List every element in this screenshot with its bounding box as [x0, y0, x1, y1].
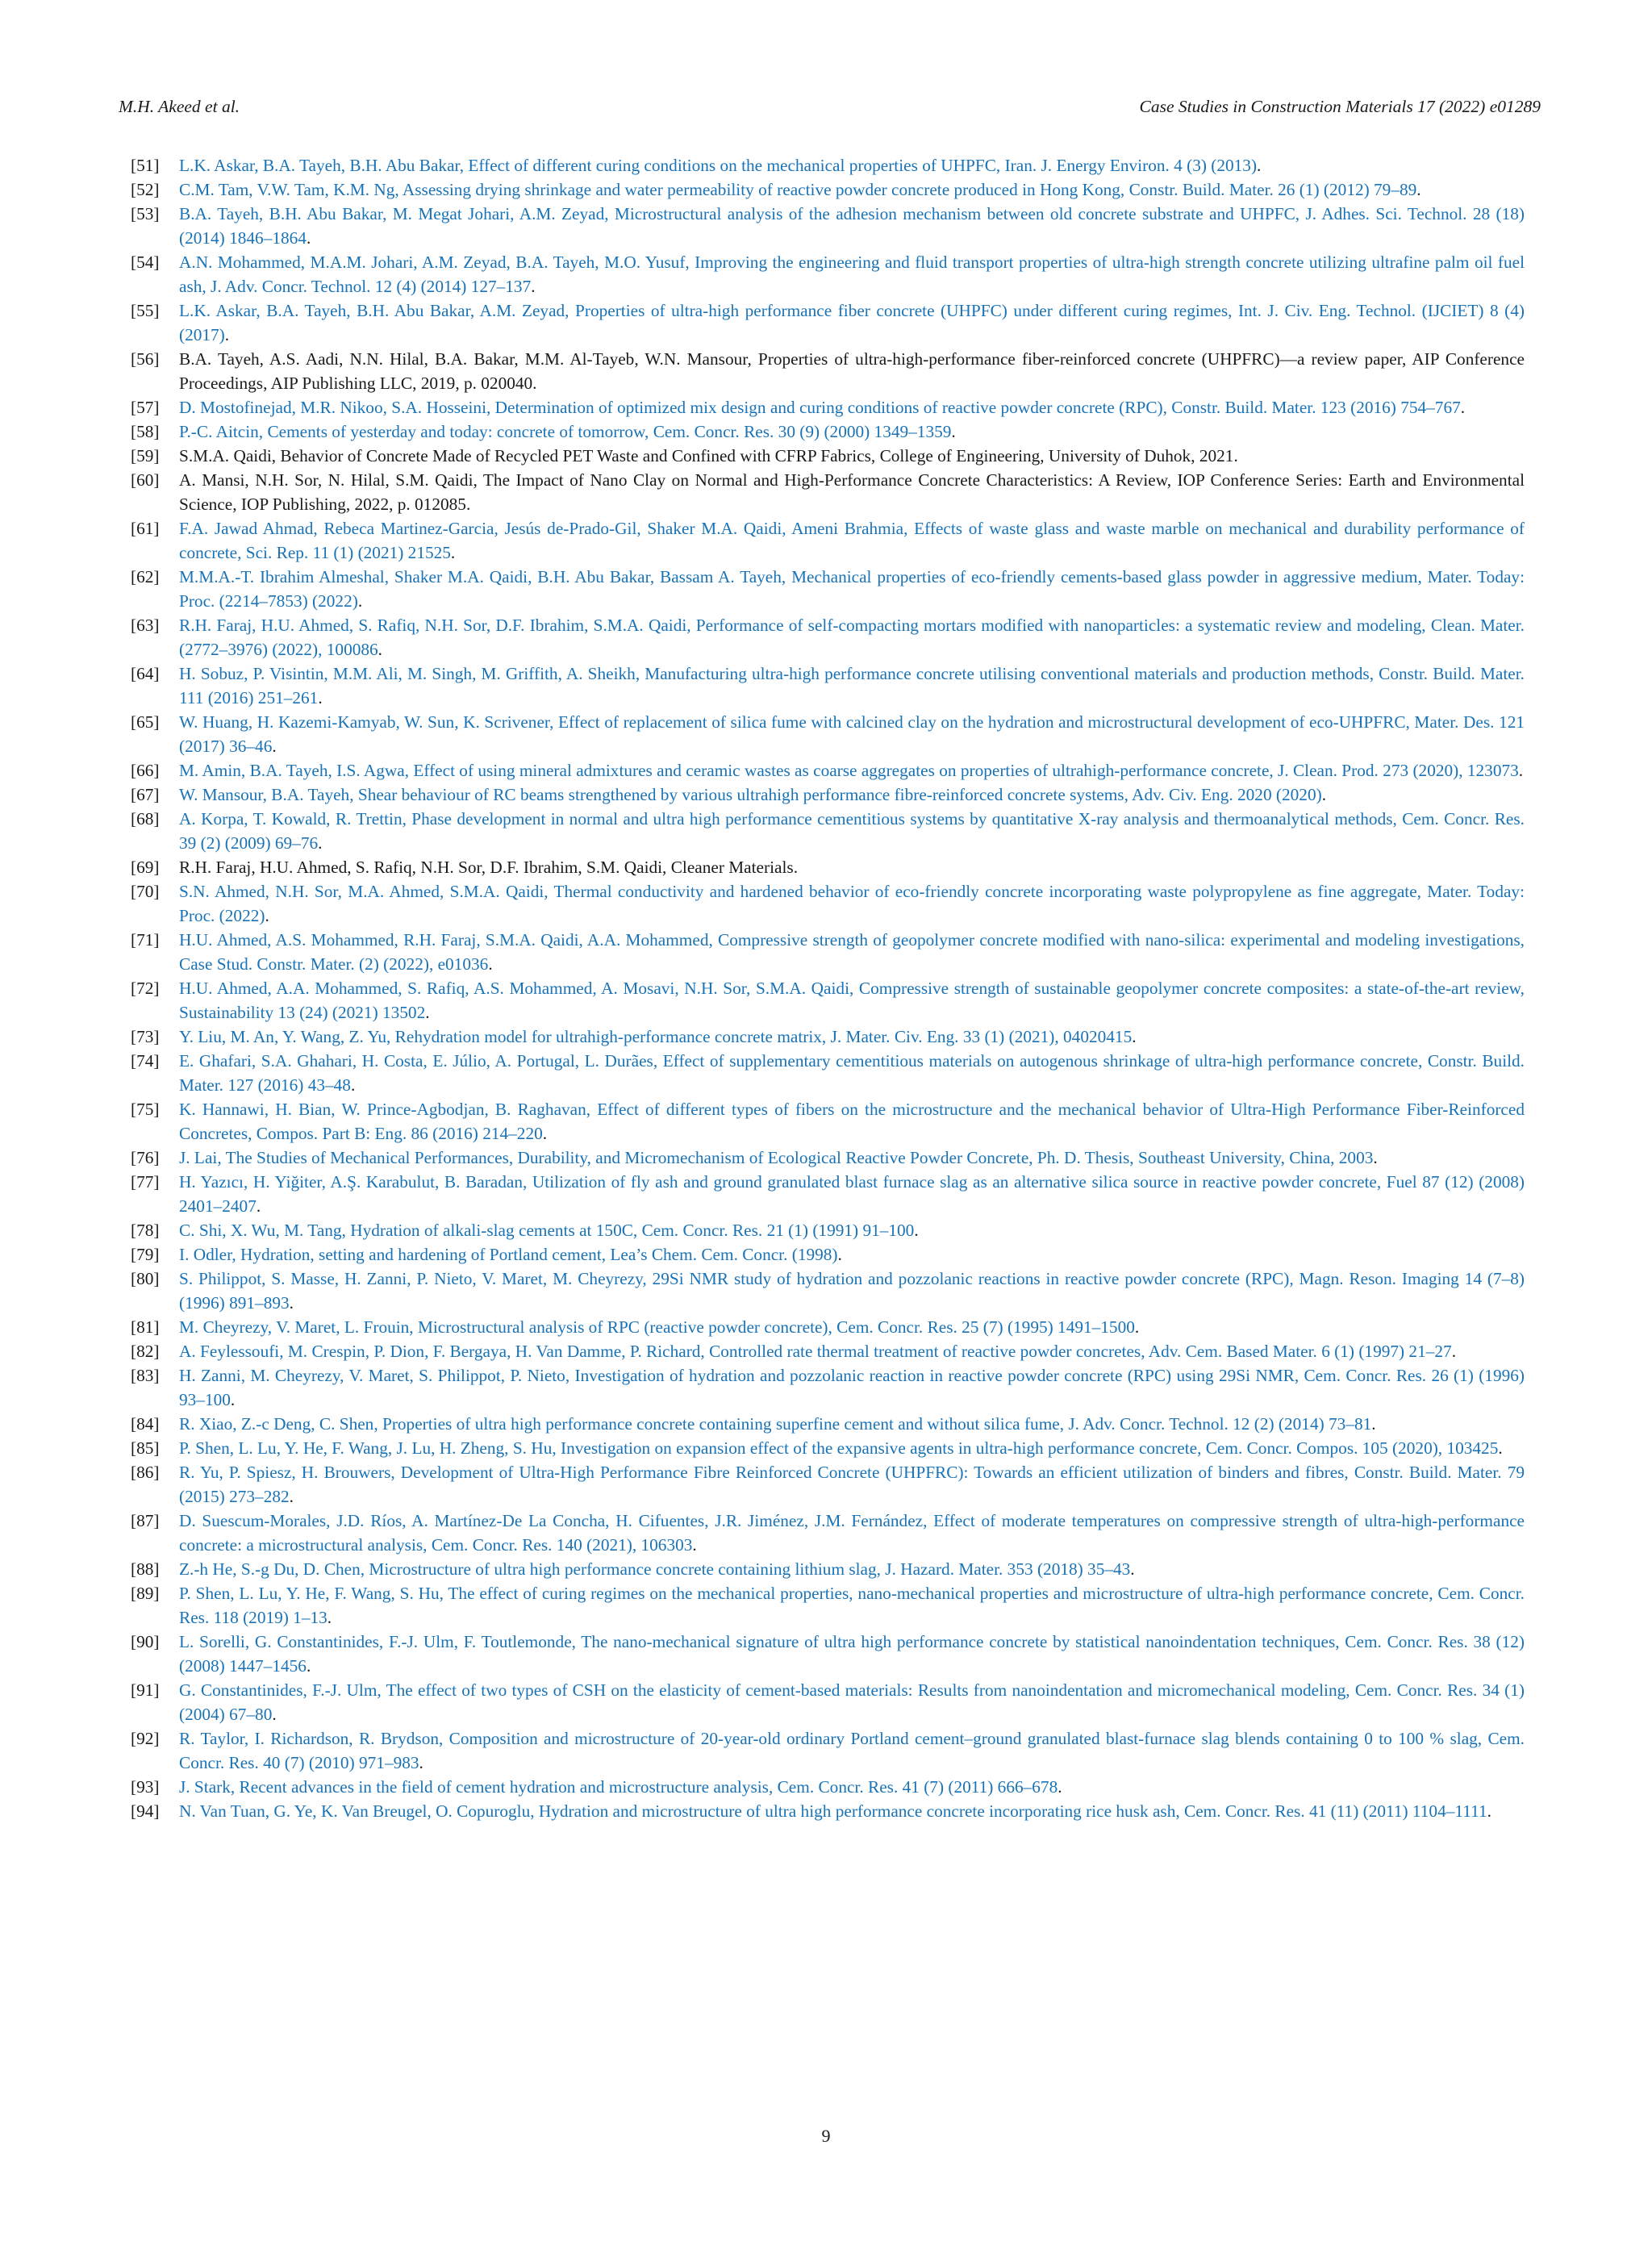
reference-item[interactable] — [119, 662, 1525, 710]
reference-item[interactable] — [119, 613, 1525, 662]
reference-link[interactable]: D. Suescum-Morales, J.D. Ríos, A. Martínez-De La Concha, H. Cifuentes, J.R. Jiménez, J.M. Fernández, Effect of moderate temperatures on compressive strength of ultra-high-performance concrete: a microstructural analysis, Cem. Concr. Res. 140 (2021), 106303 — [179, 1511, 1525, 1555]
reference-number: [69] — [131, 858, 160, 877]
reference-number: [71] — [131, 930, 160, 950]
reference-item[interactable] — [119, 928, 1525, 976]
reference-body — [179, 662, 1525, 710]
reference-period: . — [425, 1003, 430, 1022]
reference-period: . — [1416, 180, 1421, 199]
reference-item[interactable] — [119, 1436, 1525, 1460]
reference-body — [179, 347, 1525, 395]
reference-body — [179, 153, 1525, 177]
running-header — [119, 97, 1541, 129]
reference-period: . — [224, 325, 230, 344]
reference-number: [59] — [131, 446, 160, 465]
reference-text: B.A. Tayeh, A.S. Aadi, N.N. Hilal, B.A. Bakar, M.M. Al-Tayeb, W.N. Mansour, Properties of ultra-high-performance fiber-reinforced concrete (UHPFRC)—a review paper, AIP Conference Proceedings, AIP Publishing LLC, 2019, p. 020040 — [179, 349, 1525, 393]
reference-period: . — [542, 1124, 548, 1143]
reference-link[interactable]: H.U. Ahmed, A.A. Mohammed, S. Rafiq, A.S. Mohammed, A. Mosavi, N.H. Sor, S.M.A. Qaidi, Compressive strength of sustainable geopolymer concrete composites: a state-of-the-art review, Sustainability 13 (24) (2021) 13502 — [179, 979, 1525, 1022]
reference-item[interactable] — [119, 1315, 1525, 1339]
reference-number: [83] — [131, 1366, 160, 1385]
reference-body — [179, 1581, 1525, 1630]
reference-item[interactable] — [119, 1363, 1525, 1412]
reference-link[interactable]: S. Philippot, S. Masse, H. Zanni, P. Nieto, V. Maret, M. Cheyrezy, 29Si NMR study of hydration and pozzolanic reactions in reactive powder concrete (RPC), Magn. Reson. Imaging 14 (7–8) (1996) 891–893 — [179, 1269, 1525, 1313]
reference-number: [84] — [131, 1414, 160, 1434]
reference-item[interactable] — [119, 516, 1525, 565]
reference-body — [179, 250, 1525, 298]
reference-number: [67] — [131, 785, 160, 804]
reference-period: . — [350, 1075, 356, 1095]
reference-link[interactable]: P.-C. Aitcin, Cements of yesterday and today: concrete of tomorrow, Cem. Concr. Res. 30 (9) (2000) 1349–1359 — [179, 422, 952, 441]
reference-period: . — [378, 640, 382, 659]
reference-period: . — [1257, 156, 1262, 175]
reference-number: [91] — [131, 1680, 160, 1700]
reference-period: . — [1460, 398, 1466, 417]
reference-body — [179, 177, 1525, 202]
reference-item[interactable] — [119, 565, 1525, 613]
reference-link[interactable]: W. Huang, H. Kazemi-Kamyab, W. Sun, K. Scrivener, Effect of replacement of silica fume with calcined clay on the hydration and microstructural development of eco-UHPFRC, Mater. Des. 121 (2017) 36–46 — [179, 712, 1525, 756]
reference-number: [62] — [131, 567, 160, 586]
reference-period: . — [450, 543, 456, 562]
reference-link[interactable]: E. Ghafari, S.A. Ghahari, H. Costa, E. Júlio, A. Portugal, L. Durães, Effect of supplementary cementitious materials on autogenous shrinkage of ultra-high performance concrete, Constr. Build. Mater. 127 (2016) 43–48 — [179, 1051, 1525, 1095]
reference-item[interactable] — [119, 1267, 1525, 1315]
reference-body — [179, 1799, 1525, 1823]
reference-body — [179, 758, 1525, 783]
reference-body — [179, 1678, 1525, 1726]
reference-body — [179, 613, 1525, 662]
reference-number: [92] — [131, 1729, 160, 1748]
reference-item[interactable] — [119, 1049, 1525, 1097]
reference-period: . — [488, 954, 493, 974]
reference-period: . — [265, 906, 269, 925]
reference-link[interactable]: P. Shen, L. Lu, Y. He, F. Wang, J. Lu, H. Zheng, S. Hu, Investigation on expansion effect of the expansive agents in ultra-high performance concrete, Cem. Concr. Compos. 105 (2020), 103425 — [179, 1438, 1499, 1458]
reference-period: . — [1371, 1414, 1376, 1434]
reference-body — [179, 1726, 1525, 1775]
reference-item — [119, 347, 1525, 395]
reference-body — [179, 516, 1525, 565]
reference-body — [179, 1170, 1525, 1218]
reference-body — [179, 419, 1525, 444]
reference-link[interactable]: A.N. Mohammed, M.A.M. Johari, A.M. Zeyad, B.A. Tayeh, M.O. Yusuf, Improving the engineering and fluid transport properties of ultra-high strength concrete utilizing ultrafine palm oil fuel ash, J. Adv. Concr. Technol. 12 (4) (2014) 127–137 — [179, 253, 1525, 296]
reference-body — [179, 1412, 1525, 1436]
reference-number: [89] — [131, 1584, 160, 1603]
reference-body — [179, 1146, 1525, 1170]
reference-period: . — [1058, 1777, 1062, 1797]
reference-link[interactable]: H. Zanni, M. Cheyrezy, V. Maret, S. Philippot, P. Nieto, Investigation of hydration and pozzolanic reaction in reactive powder concrete (RPC) using 29Si NMR, Cem. Concr. Res. 26 (1) (1996) 93–100 — [179, 1366, 1525, 1409]
reference-item[interactable] — [119, 976, 1525, 1025]
reference-item[interactable] — [119, 1339, 1525, 1363]
reference-period: . — [1130, 1559, 1135, 1579]
reference-item[interactable] — [119, 1775, 1525, 1799]
reference-period: . — [1487, 1801, 1491, 1821]
reference-item[interactable] — [119, 1460, 1525, 1509]
reference-number: [56] — [131, 349, 160, 369]
reference-item[interactable] — [119, 177, 1525, 202]
reference-link[interactable]: R. Yu, P. Spiesz, H. Brouwers, Development of Ultra-High Performance Fibre Reinforced Concrete (UHPFRC): Towards an efficient utilization of binders and fibres, Constr. Build. Mater. 79 (2015) 273–282 — [179, 1463, 1525, 1506]
reference-link[interactable]: R. Taylor, I. Richardson, R. Brydson, Composition and microstructure of 20-year-old ordinary Portland cement–ground granulated blast-furnace slag blends containing 0 to 100 % slag, Cem. Concr. Res. 40 (7) (2010) 971–983 — [179, 1729, 1525, 1772]
reference-number: [86] — [131, 1463, 160, 1482]
reference-item[interactable] — [119, 1799, 1525, 1823]
reference-period: . — [1134, 1317, 1140, 1337]
reference-body — [179, 1025, 1525, 1049]
reference-number: [94] — [131, 1801, 160, 1821]
reference-period: . — [419, 1753, 423, 1772]
reference-body — [179, 1267, 1525, 1315]
reference-link[interactable]: H. Sobuz, P. Visintin, M.M. Ali, M. Singh, M. Griffith, A. Sheikh, Manufacturing ultra-high performance concrete utilising conventional materials and production methods, Constr. Build. Mater. 111 (2016) 251–261 — [179, 664, 1525, 708]
reference-number: [58] — [131, 422, 160, 441]
reference-period: . — [230, 1390, 236, 1409]
header-authors: M.H. Akeed et al. — [119, 97, 240, 116]
reference-link[interactable]: L. Sorelli, G. Constantinides, F.-J. Ulm, F. Toutlemonde, The nano-mechanical signature of ultra high performance concrete by statistical nanoindentation techniques, Cem. Concr. Res. 38 (12) (2008) 1447–1456 — [179, 1632, 1525, 1676]
reference-period: . — [793, 858, 799, 877]
reference-body — [179, 1242, 1525, 1267]
reference-link[interactable]: W. Mansour, B.A. Tayeh, Shear behaviour of RC beams strengthened by various ultrahigh performance fibre-reinforced concrete systems, Adv. Civ. Eng. 2020 (2020) — [179, 785, 1322, 804]
reference-item[interactable] — [119, 758, 1525, 783]
reference-item[interactable] — [119, 1412, 1525, 1436]
reference-number: [79] — [131, 1245, 160, 1264]
reference-period: . — [256, 1196, 261, 1216]
reference-body — [179, 1218, 1525, 1242]
reference-link[interactable]: G. Constantinides, F.-J. Ulm, The effect of two types of CSH on the elasticity of cement-based materials: Results from nanoindentation and micromechanical modeling, Cem. Concr. Res. 34 (1) (2004) 67–80 — [179, 1680, 1525, 1724]
reference-body — [179, 928, 1525, 976]
reference-number: [57] — [131, 398, 160, 417]
reference-number: [85] — [131, 1438, 160, 1458]
reference-body — [179, 1460, 1525, 1509]
reference-item[interactable] — [119, 1025, 1525, 1049]
reference-link[interactable]: R. Xiao, Z.-c Deng, C. Shen, Properties of ultra high performance concrete containing superfine cement and without silica fume, J. Adv. Concr. Technol. 12 (2) (2014) 73–81 — [179, 1414, 1372, 1434]
reference-item[interactable] — [119, 1630, 1525, 1678]
reference-body — [179, 1509, 1525, 1557]
reference-item[interactable] — [119, 1170, 1525, 1218]
reference-body — [179, 879, 1525, 928]
reference-link[interactable]: I. Odler, Hydration, setting and hardening of Portland cement, Lea’s Chem. Cem. Concr. (1998) — [179, 1245, 838, 1264]
reference-item[interactable] — [119, 202, 1525, 250]
reference-body — [179, 298, 1525, 347]
reference-number: [72] — [131, 979, 160, 998]
reference-link[interactable]: A. Feylessoufi, M. Crespin, P. Dion, F. Bergaya, H. Van Damme, P. Richard, Controlled rate thermal treatment of reactive powder concretes, Adv. Cem. Based Mater. 6 (1) (1997) 21–27 — [179, 1342, 1452, 1361]
reference-item[interactable] — [119, 298, 1525, 347]
reference-text: S.M.A. Qaidi, Behavior of Concrete Made of Recycled PET Waste and Confined with CFRP Fabrics, College of Engineering, University of Duhok, 2021 — [179, 446, 1234, 465]
reference-period: . — [1498, 1438, 1503, 1458]
reference-body — [179, 1436, 1525, 1460]
reference-link[interactable]: C.M. Tam, V.W. Tam, K.M. Ng, Assessing drying shrinkage and water permeability of reactive powder concrete produced in Hong Kong, Constr. Build. Mater. 26 (1) (2012) 79–89 — [179, 180, 1417, 199]
reference-item[interactable] — [119, 710, 1525, 758]
reference-body — [179, 1315, 1525, 1339]
reference-period: . — [318, 833, 323, 853]
reference-item[interactable] — [119, 1146, 1525, 1170]
reference-number: [75] — [131, 1100, 160, 1119]
reference-period: . — [289, 1293, 294, 1313]
reference-link[interactable]: Y. Liu, M. An, Y. Wang, Z. Yu, Rehydration model for ultrahigh-performance concrete matrix, J. Mater. Civ. Eng. 33 (1) (2021), 04020415 — [179, 1027, 1133, 1046]
reference-item — [119, 444, 1525, 468]
reference-body — [179, 1630, 1525, 1678]
reference-item[interactable] — [119, 1726, 1525, 1775]
reference-period: . — [532, 374, 537, 393]
reference-body — [179, 1775, 1525, 1799]
reference-body — [179, 1049, 1525, 1097]
reference-item[interactable] — [119, 879, 1525, 928]
reference-period: . — [1451, 1342, 1457, 1361]
reference-period: . — [951, 422, 956, 441]
page-number: 9 — [821, 2126, 831, 2146]
reference-link[interactable]: P. Shen, L. Lu, Y. He, F. Wang, S. Hu, The effect of curing regimes on the mechanical properties, nano-mechanical properties and microstructure of ultra-high performance concrete, Cem. Concr. Res. 118 (2019) 1–13 — [179, 1584, 1525, 1627]
reference-item[interactable] — [119, 1509, 1525, 1557]
reference-link[interactable]: B.A. Tayeh, B.H. Abu Bakar, M. Megat Johari, A.M. Zeyad, Microstructural analysis of the adhesion mechanism between old concrete substrate and UHPFC, J. Adhes. Sci. Technol. 28 (18) (2014) 1846–1864 — [179, 204, 1525, 248]
reference-item — [119, 468, 1525, 516]
reference-number: [51] — [131, 156, 160, 175]
reference-body — [179, 976, 1525, 1025]
reference-number: [82] — [131, 1342, 160, 1361]
reference-number: [77] — [131, 1172, 160, 1192]
reference-body — [179, 468, 1525, 516]
reference-link[interactable]: A. Korpa, T. Kowald, R. Trettin, Phase development in normal and ultra high performance cementitious systems by quantitative X-ray analysis and thermoanalytical methods, Cem. Concr. Res. 39 (2) (2009) 69–76 — [179, 809, 1525, 853]
reference-item[interactable] — [119, 395, 1525, 419]
reference-link[interactable]: M. Amin, B.A. Tayeh, I.S. Agwa, Effect of using mineral admixtures and ceramic wastes as coarse aggregates on properties of ultrahigh-performance concrete, J. Clean. Prod. 273 (2020), 123073 — [179, 761, 1519, 780]
reference-item[interactable] — [119, 1581, 1525, 1630]
reference-link[interactable]: Z.-h He, S.-g Du, D. Chen, Microstructure of ultra high performance concrete containing lithium slag, J. Hazard. Mater. 353 (2018) 35–43 — [179, 1559, 1131, 1579]
reference-link[interactable]: R.H. Faraj, H.U. Ahmed, S. Rafiq, N.H. Sor, D.F. Ibrahim, S.M.A. Qaidi, Performance of self-compacting mortars modified with nanoparticles: a systematic review and modeling, Clean. Mater. (2772–3976) (2022), 100086 — [179, 616, 1525, 659]
reference-period: . — [357, 591, 363, 611]
reference-item[interactable] — [119, 1097, 1525, 1146]
reference-period: . — [272, 1705, 277, 1724]
reference-text: A. Mansi, N.H. Sor, N. Hilal, S.M. Qaidi, The Impact of Nano Clay on Normal and High-Performance Concrete Characteristics: A Review, IOP Conference Series: Earth and Environmental Science, IOP Publishing, 2022, p. 012085 — [179, 470, 1525, 514]
reference-number: [80] — [131, 1269, 160, 1288]
reference-number: [52] — [131, 180, 160, 199]
reference-item[interactable] — [119, 1678, 1525, 1726]
reference-number: [76] — [131, 1148, 160, 1167]
reference-period: . — [1132, 1027, 1137, 1046]
reference-number: [53] — [131, 204, 160, 223]
reference-period: . — [306, 228, 311, 248]
reference-body — [179, 1557, 1525, 1581]
reference-period: . — [327, 1608, 332, 1627]
reference-link[interactable]: N. Van Tuan, G. Ye, K. Van Breugel, O. Copuroglu, Hydration and microstructure of ultra high performance concrete incorporating rice husk ash, Cem. Concr. Res. 41 (11) (2011) 1104–1111 — [179, 1801, 1487, 1821]
reference-number: [61] — [131, 519, 160, 538]
reference-link[interactable]: D. Mostofinejad, M.R. Nikoo, S.A. Hosseini, Determination of optimized mix design and curing conditions of reactive powder concrete (RPC), Constr. Build. Mater. 123 (2016) 754–767 — [179, 398, 1461, 417]
reference-number: [68] — [131, 809, 160, 829]
reference-link[interactable]: M. Cheyrezy, V. Maret, L. Frouin, Microstructural analysis of RPC (reactive powder concrete), Cem. Concr. Res. 25 (7) (1995) 1491–1500 — [179, 1317, 1135, 1337]
reference-period: . — [318, 688, 323, 708]
reference-link[interactable]: H. Yazıcı, H. Yiğiter, A.Ş. Karabulut, B. Baradan, Utilization of fly ash and ground granulated blast furnace slag as an alternative silica source in reactive powder concrete, Fuel 87 (12) (2008) 2401–2407 — [179, 1172, 1525, 1216]
reference-body — [179, 444, 1525, 468]
reference-period: . — [272, 737, 277, 756]
reference-period: . — [837, 1245, 842, 1264]
reference-number: [54] — [131, 253, 160, 272]
reference-link[interactable]: L.K. Askar, B.A. Tayeh, B.H. Abu Bakar, A.M. Zeyad, Properties of ultra-high performance fiber concrete (UHPFC) under different curing regimes, Int. J. Civ. Eng. Technol. (IJCIET) 8 (4) (2017) — [179, 301, 1525, 344]
reference-number: [65] — [131, 712, 160, 732]
reference-body — [179, 202, 1525, 250]
reference-body — [179, 783, 1525, 807]
reference-number: [60] — [131, 470, 160, 490]
reference-period: . — [465, 495, 471, 514]
reference-number: [55] — [131, 301, 160, 320]
reference-period: . — [914, 1221, 919, 1240]
reference-item[interactable] — [119, 153, 1525, 177]
reference-item[interactable] — [119, 1218, 1525, 1242]
reference-link[interactable]: K. Hannawi, H. Bian, W. Prince-Agbodjan, B. Raghavan, Effect of different types of fibers on the microstructure and the mechanical behavior of Ultra-High Performance Fiber-Reinforced Concretes, Compos. Part B: Eng. 86 (2016) 214–220 — [179, 1100, 1525, 1143]
reference-body — [179, 807, 1525, 855]
reference-link[interactable]: L.K. Askar, B.A. Tayeh, B.H. Abu Bakar, Effect of different curing conditions on the mechanical properties of UHPFC, Iran. J. Energy Environ. 4 (3) (2013) — [179, 156, 1258, 175]
reference-item[interactable] — [119, 1242, 1525, 1267]
reference-number: [88] — [131, 1559, 160, 1579]
reference-number: [78] — [131, 1221, 160, 1240]
reference-body — [179, 855, 1525, 879]
reference-body — [179, 565, 1525, 613]
reference-link[interactable]: S.N. Ahmed, N.H. Sor, M.A. Ahmed, S.M.A. Qaidi, Thermal conductivity and hardened behavior of eco-friendly concrete incorporating waste polypropylene as fine aggregate, Mater. Today: Proc. (2022) — [179, 882, 1525, 925]
reference-period: . — [1518, 761, 1524, 780]
reference-list — [119, 153, 1525, 1823]
reference-period: . — [692, 1535, 697, 1555]
reference-link[interactable]: M.M.A.-T. Ibrahim Almeshal, Shaker M.A. Qaidi, B.H. Abu Bakar, Bassam A. Tayeh, Mechanical properties of eco-friendly cements-based glass powder in aggressive medium, Mater. Today: Proc. (2214–7853) (2022) — [179, 567, 1525, 611]
reference-number: [81] — [131, 1317, 160, 1337]
reference-item[interactable] — [119, 419, 1525, 444]
reference-link[interactable]: C. Shi, X. Wu, M. Tang, Hydration of alkali-slag cements at 150C, Cem. Concr. Res. 21 (1) (1991) 91–100 — [179, 1221, 915, 1240]
reference-number: [87] — [131, 1511, 160, 1530]
reference-number: [74] — [131, 1051, 160, 1071]
reference-text: R.H. Faraj, H.U. Ahmed, S. Rafiq, N.H. Sor, D.F. Ibrahim, S.M. Qaidi, Cleaner Materials — [179, 858, 794, 877]
reference-link[interactable]: J. Lai, The Studies of Mechanical Performances, Durability, and Micromechanism of Ecological Reactive Powder Concrete, Ph. D. Thesis, Southeast University, China, 2003 — [179, 1148, 1374, 1167]
reference-item[interactable] — [119, 1557, 1525, 1581]
reference-link[interactable]: J. Stark, Recent advances in the field of cement hydration and microstructure analysis, Cem. Concr. Res. 41 (7) (2011) 666–678 — [179, 1777, 1058, 1797]
reference-item[interactable] — [119, 783, 1525, 807]
reference-period: . — [1233, 446, 1238, 465]
reference-number: [70] — [131, 882, 160, 901]
reference-number: [90] — [131, 1632, 160, 1651]
reference-body — [179, 710, 1525, 758]
reference-number: [63] — [131, 616, 160, 635]
reference-body — [179, 395, 1525, 419]
reference-period: . — [531, 277, 536, 296]
reference-body — [179, 1339, 1525, 1363]
reference-link[interactable]: F.A. Jawad Ahmad, Rebeca Martinez-Garcia, Jesús de-Prado-Gil, Shaker M.A. Qaidi, Ameni Brahmia, Effects of waste glass and waste marble on mechanical and durability performance of concrete, Sci. Rep. 11 (1) (2021) 21525 — [179, 519, 1525, 562]
reference-number: [64] — [131, 664, 160, 683]
reference-number: [66] — [131, 761, 160, 780]
reference-period: . — [306, 1656, 311, 1676]
reference-period: . — [1321, 785, 1327, 804]
reference-period: . — [289, 1487, 294, 1506]
reference-number: [93] — [131, 1777, 160, 1797]
reference-item[interactable] — [119, 807, 1525, 855]
reference-period: . — [1373, 1148, 1378, 1167]
reference-body — [179, 1363, 1525, 1412]
reference-item — [119, 855, 1525, 879]
reference-link[interactable]: H.U. Ahmed, A.S. Mohammed, R.H. Faraj, S.M.A. Qaidi, A.A. Mohammed, Compressive strength of geopolymer concrete modified with nano-silica: experimental and modeling investigations, Case Stud. Constr. Mater. (2) (2022), e01036 — [179, 930, 1525, 974]
reference-body — [179, 1097, 1525, 1146]
reference-item[interactable] — [119, 250, 1525, 298]
reference-number: [73] — [131, 1027, 160, 1046]
header-journal: Case Studies in Construction Materials 17 (2022) e01289 — [1139, 97, 1541, 116]
